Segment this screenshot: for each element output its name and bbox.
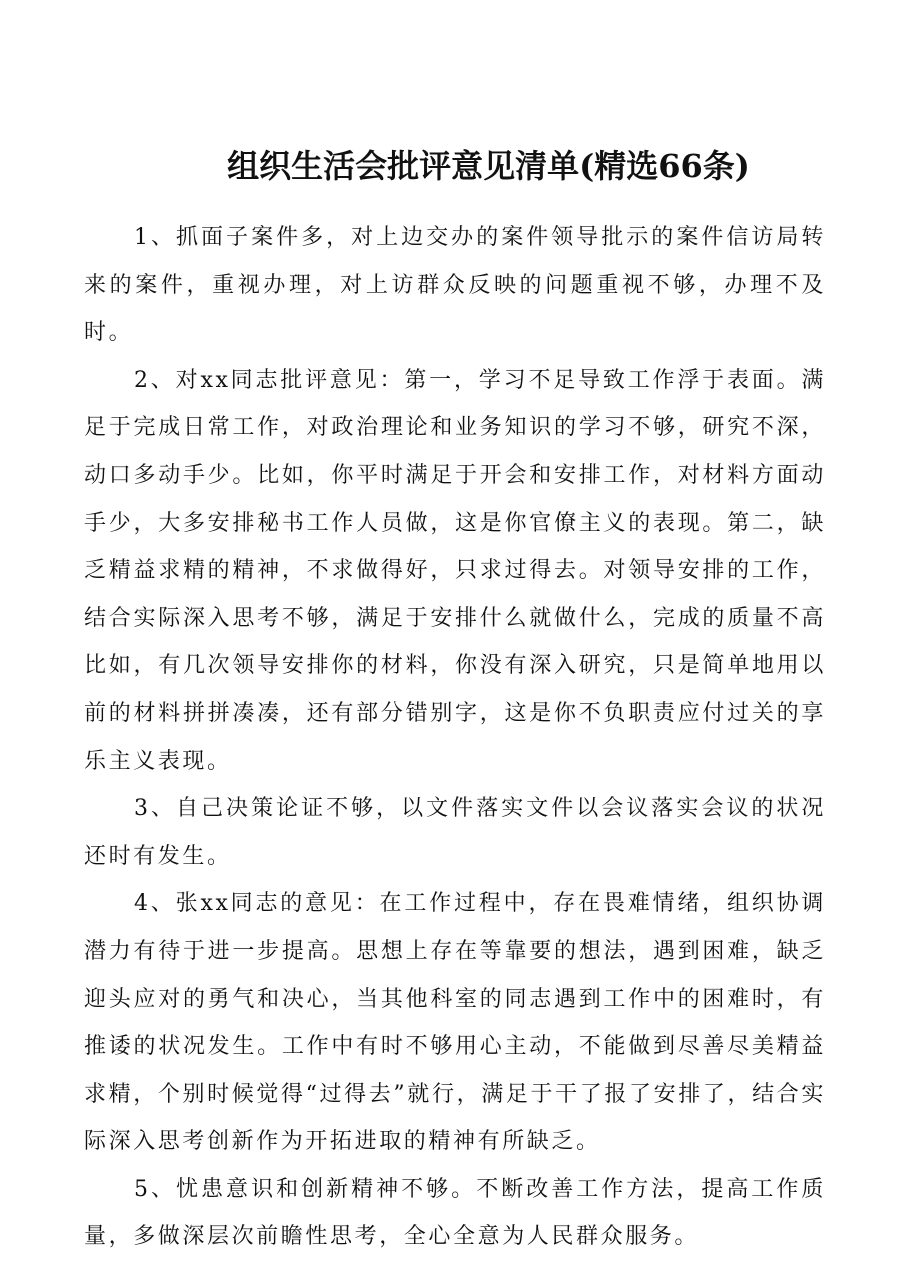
paragraph-2: 2、对xx同志批评意见：第一，学习不足导致工作浮于表面。满足于完成日常工作，对政治理论和业务知识的学习不够，研究不深，动口多动手少。比如，你平时满足于开会和安排工作，对材料方面动手少，大多安排秘书工作人员做，这是你官僚主义的表现。第二，缺乏精益求精的精神，不求做得好，只求过得去。对领导安排的工作，结合实际深入思考不够，满足于安排什么就做什么，完成的质量不高比如，有几次领导安排你的材料，你没有深入研究，只是简单地用以前的材料拼拼凑凑，还有部分错别字，这是你不负职责应付过关的享乐主义表现。 bbox=[84, 367, 826, 774]
paragraph-5: 5、忧患意识和创新精神不够。不断改善工作方法，提高工作质量，多做深层次前瞻性思考，全心全意为人民群众服务。 bbox=[84, 1176, 826, 1250]
document-title: 组织生活会批评意见清单(精选66条) bbox=[227, 147, 750, 185]
paragraph-1: 1、抓面子案件多，对上边交办的案件领导批示的案件信访局转来的案件，重视办理，对上访群众反映的问题重视不够，办理不及时。 bbox=[84, 225, 826, 346]
paragraph-4: 4、张xx同志的意见：在工作过程中，存在畏难情绪，组织协调潜力有待于进一步提高。思想上存在等靠要的想法，遇到困难，缺乏迎头应对的勇气和决心，当其他科室的同志遇到工作中的困难时，有推诿的状况发生。工作中有时不够用心主动，不能做到尽善尽美精益求精，个别时候觉得“过得去”就行，满足于干了报了安排了，结合实际深入思考创新作为开拓进取的精神有所缺乏。 bbox=[84, 891, 826, 1155]
paragraph-3: 3、自己决策论证不够，以文件落实文件以会议落实会议的状况还时有发生。 bbox=[84, 796, 826, 869]
document-body bbox=[84, 214, 826, 1261]
